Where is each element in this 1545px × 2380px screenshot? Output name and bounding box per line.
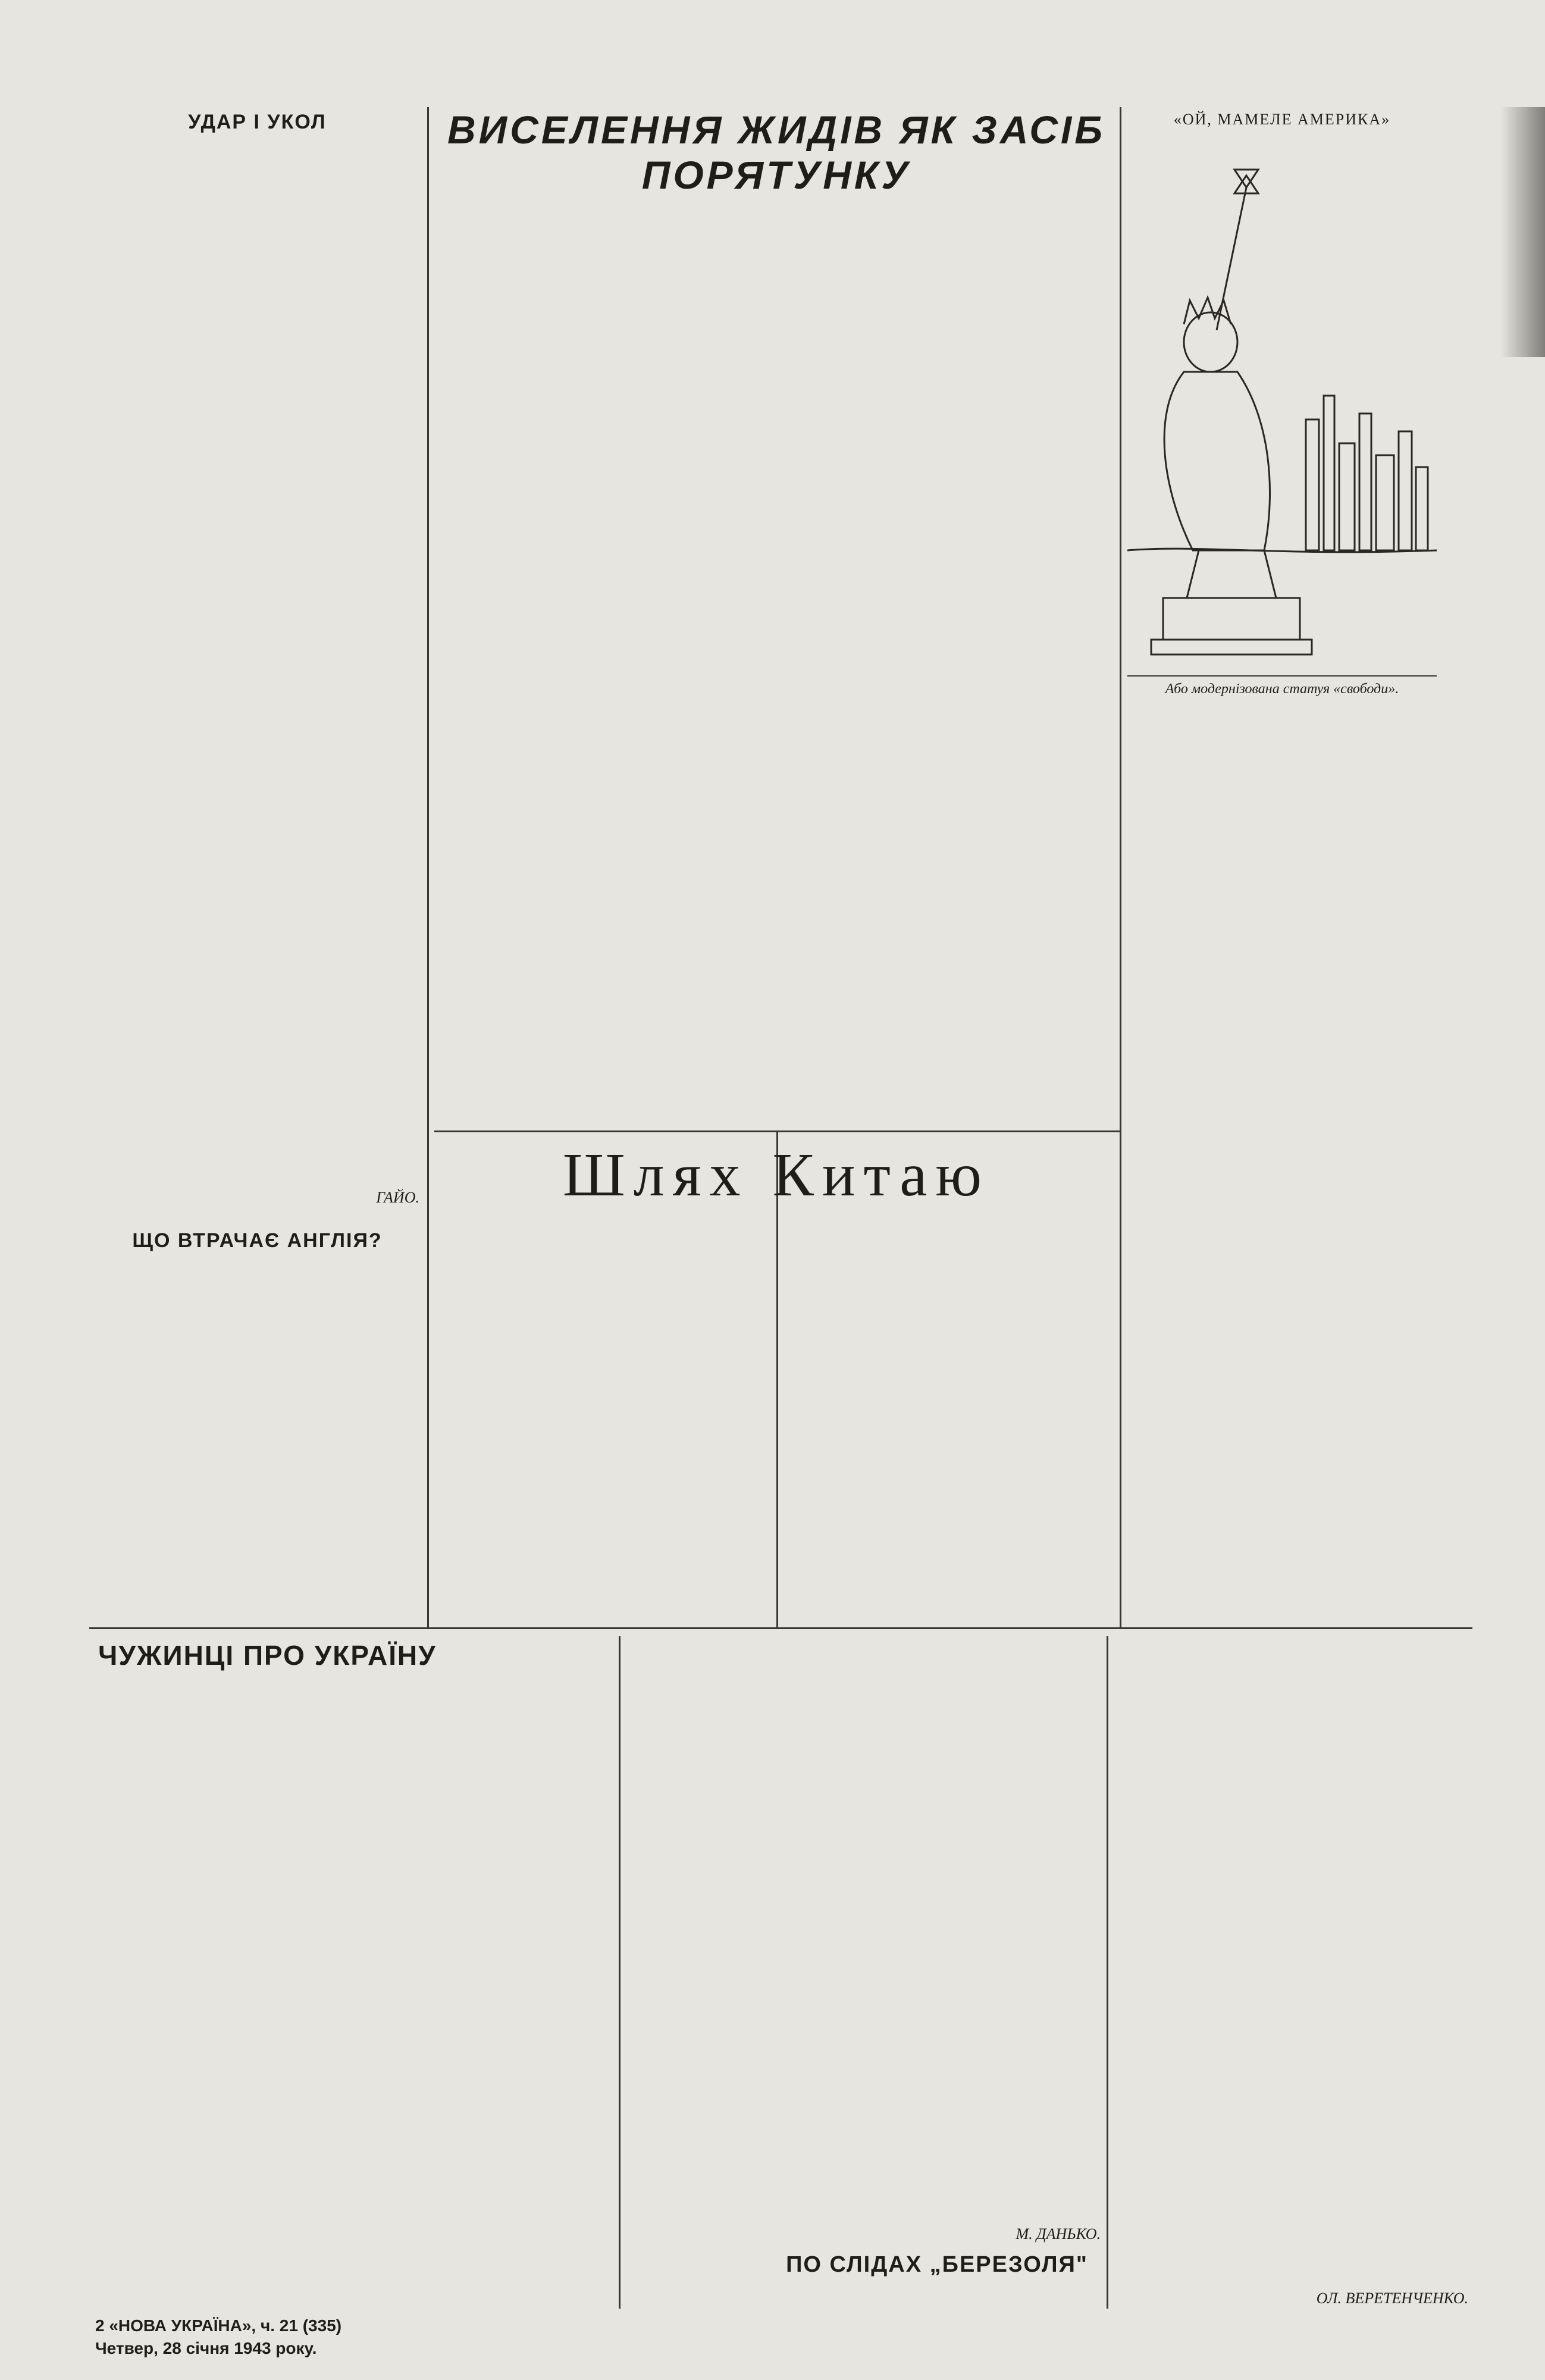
article-body: [92, 1681, 410, 2291]
statue-of-liberty-cartoon: [1127, 134, 1437, 657]
section-rule: [434, 1130, 1120, 1132]
article-body: [95, 1260, 419, 1620]
article-byline: ГАЙО.: [376, 1189, 419, 1206]
article-headline: ЩО ВТРАЧАЄ АНГЛІЯ?: [132, 1229, 383, 1252]
article-headline: УДАР І УКОЛ: [188, 111, 327, 133]
article-headline: ВИСЕЛЕННЯ ЖИДІВ ЯК ЗАСІБ ПОРЯТУНКУ: [447, 108, 1105, 197]
date-line: Четвер, 28 січня 1943 року.: [95, 2339, 317, 2357]
column-rule: [619, 1636, 620, 2309]
article-body: [428, 1642, 614, 2315]
column-rule: [427, 107, 429, 1627]
article-body: [784, 1223, 1114, 1621]
page-footer: [95, 2315, 428, 2360]
article-body: [95, 140, 419, 1172]
article-body: [440, 170, 764, 1125]
article-body: [784, 170, 1114, 1125]
page-divider: [89, 1627, 1472, 1629]
article-headline: ЧУЖИНЦІ ПРО УКРАЇНУ: [98, 1640, 437, 1671]
article-body: [628, 1642, 863, 2219]
issue-line: 2 «НОВА УКРАЇНА», ч. 21 (335): [95, 2316, 342, 2335]
article-byline: М. ДАНЬКО.: [1016, 2225, 1101, 2243]
article-body: [440, 1223, 767, 1621]
article-headline: Шлях Китаю: [562, 1141, 991, 1209]
article-udar-i-ukol: [95, 107, 419, 134]
article-body: [1117, 1642, 1468, 2285]
article-shliakh-kytaiu: [440, 1139, 1112, 1210]
cartoon-kicker: «ОЙ, МАМЕЛЕ АМЕРИКА»: [1173, 111, 1391, 128]
article-shcho-vtrachaie-angliia: [95, 1226, 419, 1252]
cartoon-illustration: [1127, 134, 1437, 677]
article-headline: ПО СЛІДАХ „БЕРЕЗОЛЯ": [786, 2252, 1088, 2277]
column-rule: [1107, 1636, 1108, 2309]
article-body: [1127, 711, 1452, 1618]
page-edge-shadow: [1500, 107, 1545, 357]
article-po-slidakh-berezolia: [773, 2252, 1101, 2278]
article-byline: ОЛ. ВЕРЕТЕНЧЕНКО.: [1316, 2290, 1468, 2307]
column-rule: [1120, 107, 1121, 1627]
cartoon-caption: Або модернізована статуя «свободи».: [1165, 681, 1399, 697]
